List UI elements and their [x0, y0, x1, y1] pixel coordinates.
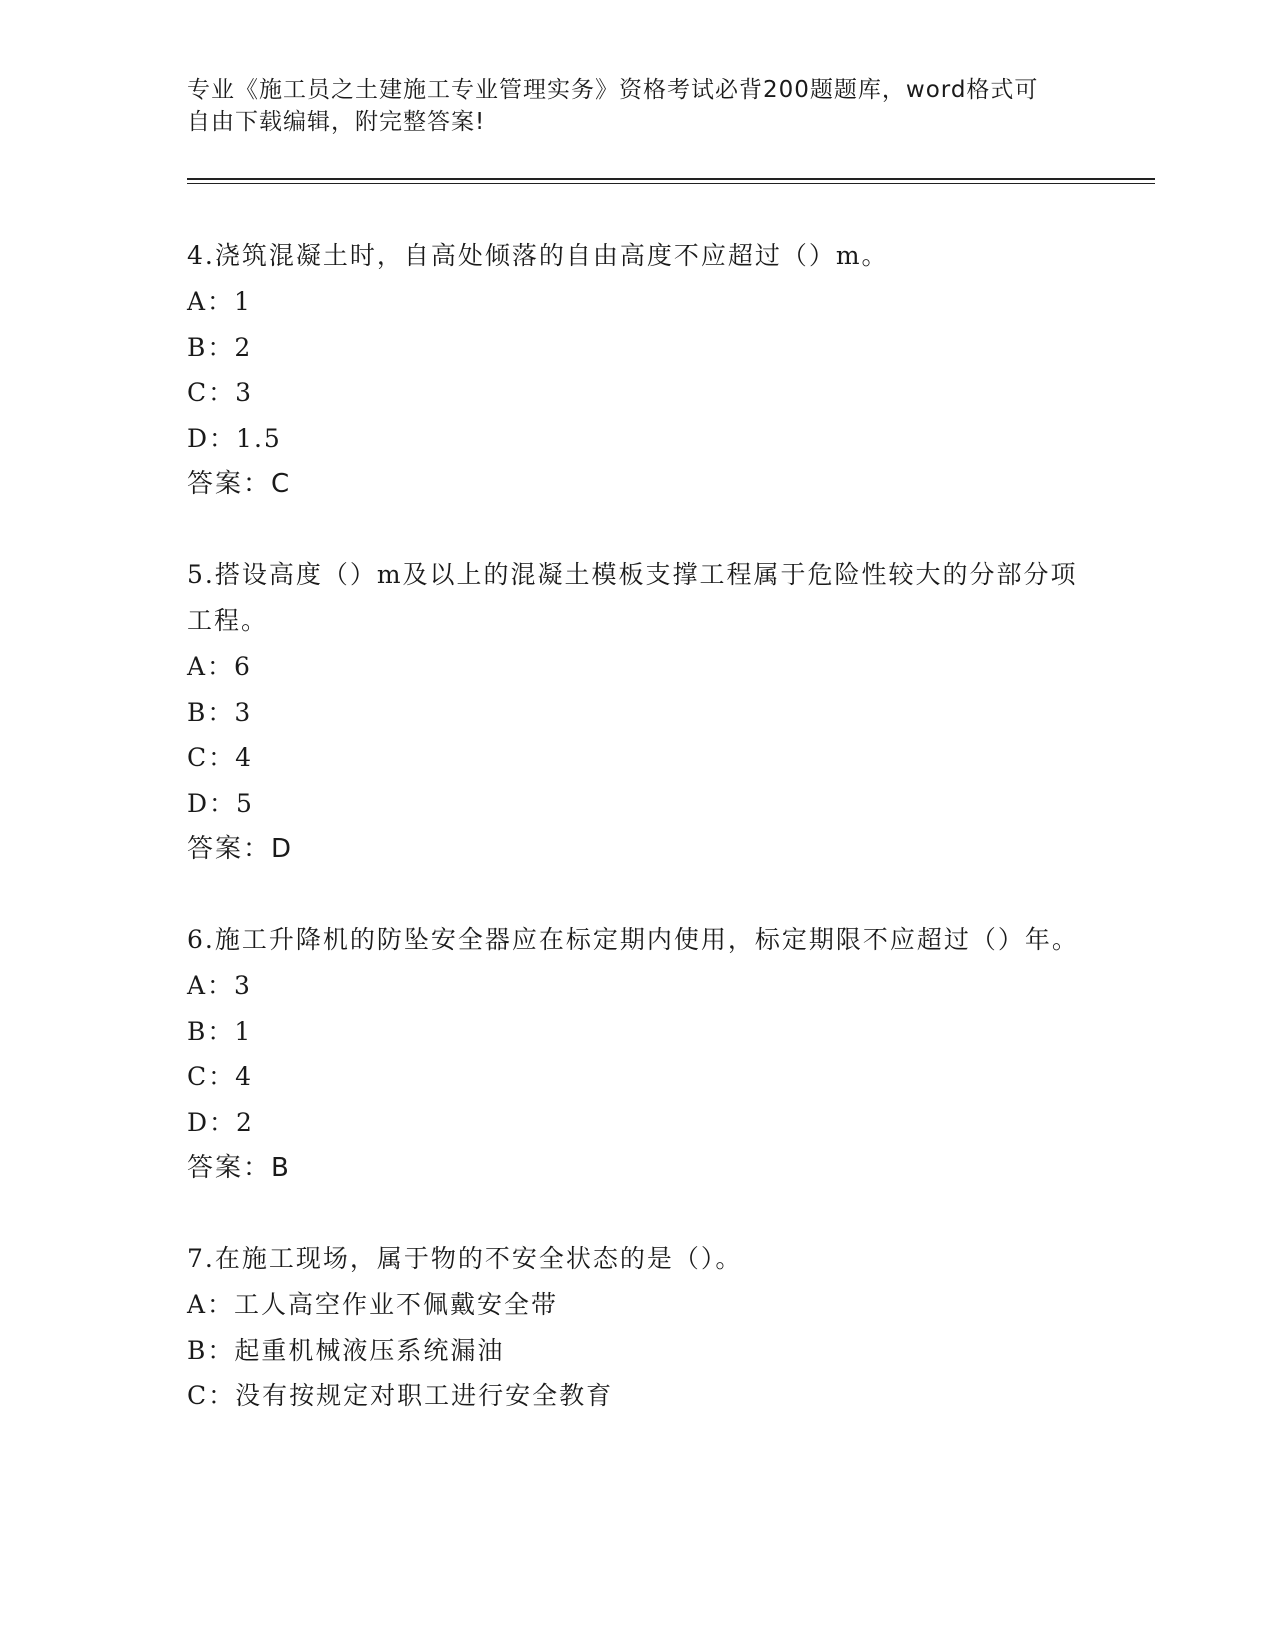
- answer: 答案：C: [187, 469, 292, 499]
- option-d: D：2: [187, 1107, 254, 1137]
- question-list: [187, 233, 1087, 1419]
- option-b: B：3: [187, 697, 253, 727]
- header-line-1: 专业《施工员之土建施工专业管理实务》资格考试必背200题题库，word格式可: [187, 77, 1039, 103]
- question-7: [187, 1236, 1087, 1419]
- option-b: B：起重机械液压系统漏油: [187, 1335, 505, 1365]
- option-c: C：4: [187, 1062, 254, 1091]
- question-5: [187, 552, 1087, 872]
- question-4: [187, 233, 1087, 507]
- question-6: [187, 917, 1087, 1191]
- option-a: A：工人高空作业不佩戴安全带: [187, 1290, 559, 1319]
- question-stem: 6.施工升降机的防坠安全器应在标定期内使用，标定期限不应超过（）年。: [187, 925, 1079, 954]
- option-d: D：5: [187, 788, 254, 818]
- question-stem: 5.搭设高度（）m及以上的混凝土模板支撑工程属于危险性较大的分部分项工程。: [187, 560, 1078, 635]
- question-stem: 4.浇筑混凝土时，自高处倾落的自由高度不应超过（）m。: [187, 241, 889, 270]
- option-a: A：1: [187, 287, 252, 316]
- option-a: A：3: [187, 971, 252, 1000]
- question-stem: 7.在施工现场，属于物的不安全状态的是（）。: [187, 1244, 743, 1273]
- document-header: [187, 74, 1067, 138]
- header-divider: [187, 178, 1155, 184]
- answer: 答案：B: [187, 1153, 291, 1183]
- answer: 答案：D: [187, 834, 294, 864]
- option-b: B：1: [187, 1016, 253, 1046]
- option-b: B：2: [187, 332, 253, 362]
- option-d: D：1.5: [187, 423, 282, 453]
- option-c: C：3: [187, 378, 254, 407]
- option-c: C：4: [187, 743, 254, 772]
- header-line-2: 自由下载编辑，附完整答案!: [187, 109, 486, 135]
- option-a: A：6: [187, 652, 252, 681]
- option-c: C：没有按规定对职工进行安全教育: [187, 1381, 614, 1410]
